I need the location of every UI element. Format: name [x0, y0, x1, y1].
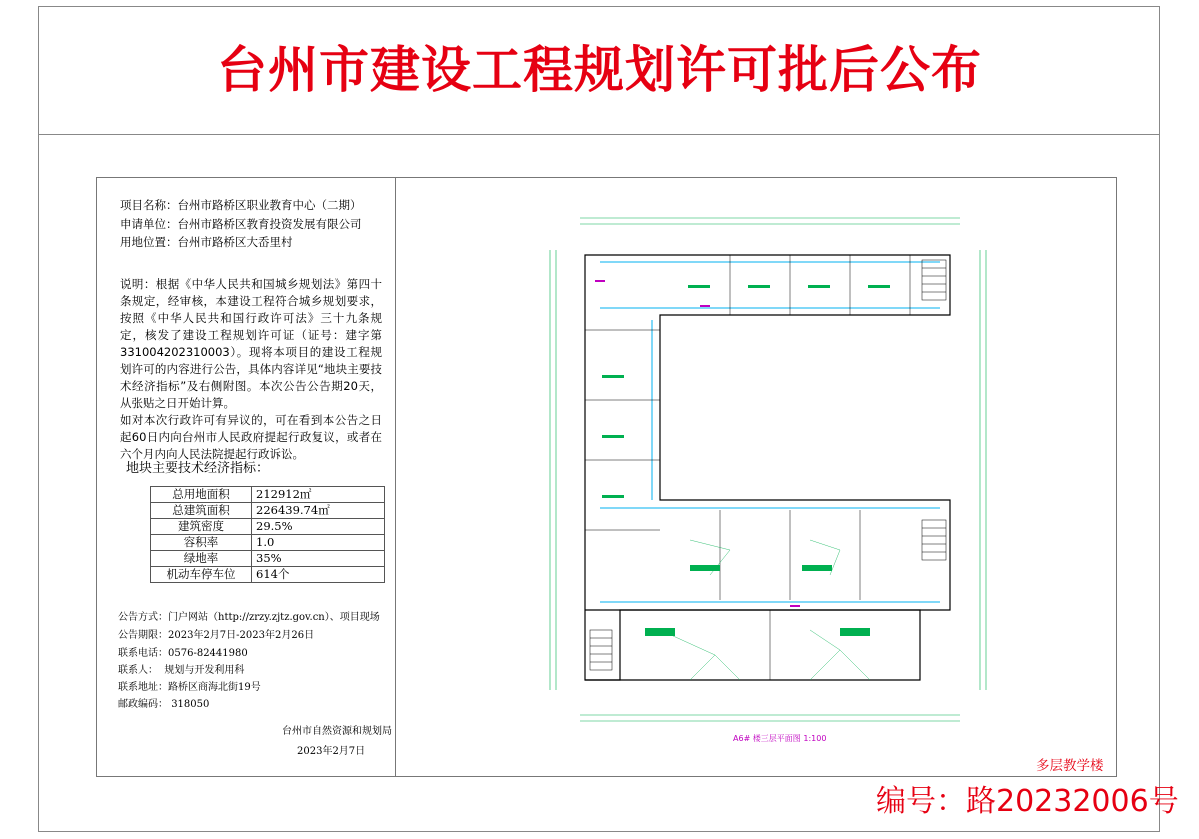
- table-row: [151, 551, 385, 567]
- description-para-1: 说明：根据《中华人民共和国城乡规划法》第四十条规定，经审核，本建设工程符合城乡规划要求，按照《中华人民共和国行政许可法》三十九条规定，核发了建设工程规划许可证（证号：建字第331004202310003）。现将本项目的建设工程规划许可的内容进行公告，具体内容详见“地块主要技术经济指标”及右侧附图。本次公告公告期20天，从张贴之日开始计算。: [120, 277, 382, 410]
- indicator-value: 212912㎡: [252, 487, 385, 503]
- contact-phone-value: 0576-82441980: [168, 648, 248, 659]
- panel-divider: [395, 177, 396, 777]
- applicant-label: 申请单位：: [120, 217, 178, 231]
- indicator-label: 机动车停车位: [151, 567, 252, 583]
- contact-period-label: 公告期限：: [118, 630, 168, 641]
- table-row: [151, 519, 385, 535]
- project-name-label: 项目名称：: [120, 198, 178, 212]
- page-title: 台州市建设工程规划许可批后公布: [217, 41, 982, 99]
- signature-org: 台州市自然资源和规划局: [282, 726, 392, 737]
- indicator-value: 226439.74㎡: [252, 503, 385, 519]
- contact-postcode-value: 318050: [171, 699, 210, 710]
- contact-method: [118, 611, 380, 625]
- table-row: [151, 487, 385, 503]
- indicator-value: 614个: [252, 567, 385, 583]
- contact-person-value: 规划与开发利用科: [164, 665, 245, 676]
- contact-person: [118, 664, 244, 678]
- contact-method-value: 门户网站（http://zrzy.zjtz.gov.cn）、项目现场: [168, 612, 380, 623]
- contact-postcode-label: 邮政编码：: [118, 699, 168, 710]
- magenta-markers: [595, 280, 800, 607]
- contact-period-value: 2023年2月7日-2023年2月26日: [168, 630, 315, 641]
- annotation-blocks: [602, 285, 890, 636]
- signature-date: 2023年2月7日: [297, 746, 366, 757]
- indicator-label: 绿地率: [151, 551, 252, 567]
- room-partitions: [585, 255, 910, 680]
- indicators-title: 地块主要技术经济指标：: [126, 461, 270, 476]
- location-value: 台州市路桥区大岙里村: [177, 235, 293, 249]
- description-para-2: 如对本次行政许可有异议的，可在看到本公告之日起60日内向台州市人民政府提起行政复议，或者在六个月内向人民法院提起行政诉讼。: [120, 413, 382, 461]
- location-line: [120, 234, 293, 251]
- stair-icons: [590, 260, 946, 670]
- indicator-value: 29.5%: [252, 519, 385, 535]
- applicant-line: [120, 216, 362, 233]
- contact-method-label: 公告方式：: [118, 612, 168, 623]
- title-divider: [38, 134, 1160, 135]
- indicator-value: 35%: [252, 551, 385, 567]
- contact-address: [118, 681, 261, 695]
- contact-phone-label: 联系电话：: [118, 648, 168, 659]
- indicator-label: 总建筑面积: [151, 503, 252, 519]
- project-name-value: 台州市路桥区职业教育中心（二期）: [177, 198, 362, 212]
- contact-address-value: 路桥区商海北街19号: [168, 682, 261, 693]
- project-name-line: [120, 197, 362, 214]
- outer-walls: [585, 255, 950, 680]
- table-row: [151, 535, 385, 551]
- indicator-label: 容积率: [151, 535, 252, 551]
- contact-postcode: [118, 698, 209, 712]
- contact-address-label: 联系地址：: [118, 682, 168, 693]
- table-row: [151, 503, 385, 519]
- corridor-lines: [600, 262, 940, 602]
- indicator-label: 建筑密度: [151, 519, 252, 535]
- indicator-value: 1.0: [252, 535, 385, 551]
- indicators-table: [150, 486, 385, 583]
- contact-phone: [118, 647, 248, 661]
- building-label: 多层教学楼: [1036, 758, 1104, 774]
- table-row: [151, 567, 385, 583]
- serial-value: 路20232006号: [966, 784, 1179, 819]
- applicant-value: 台州市路桥区教育投资发展有限公司: [177, 217, 362, 231]
- serial-number: [876, 782, 1179, 822]
- contact-period: [118, 629, 314, 643]
- location-label: 用地位置：: [120, 235, 178, 249]
- drawing-caption: A6# 楼三层平面图 1:100: [733, 734, 827, 743]
- floor-plan-drawing: [540, 210, 1000, 745]
- serial-label: 编号：: [876, 784, 966, 819]
- contact-person-label: 联系人：: [118, 665, 158, 676]
- indicator-label: 总用地面积: [151, 487, 252, 503]
- description-text: [120, 276, 382, 463]
